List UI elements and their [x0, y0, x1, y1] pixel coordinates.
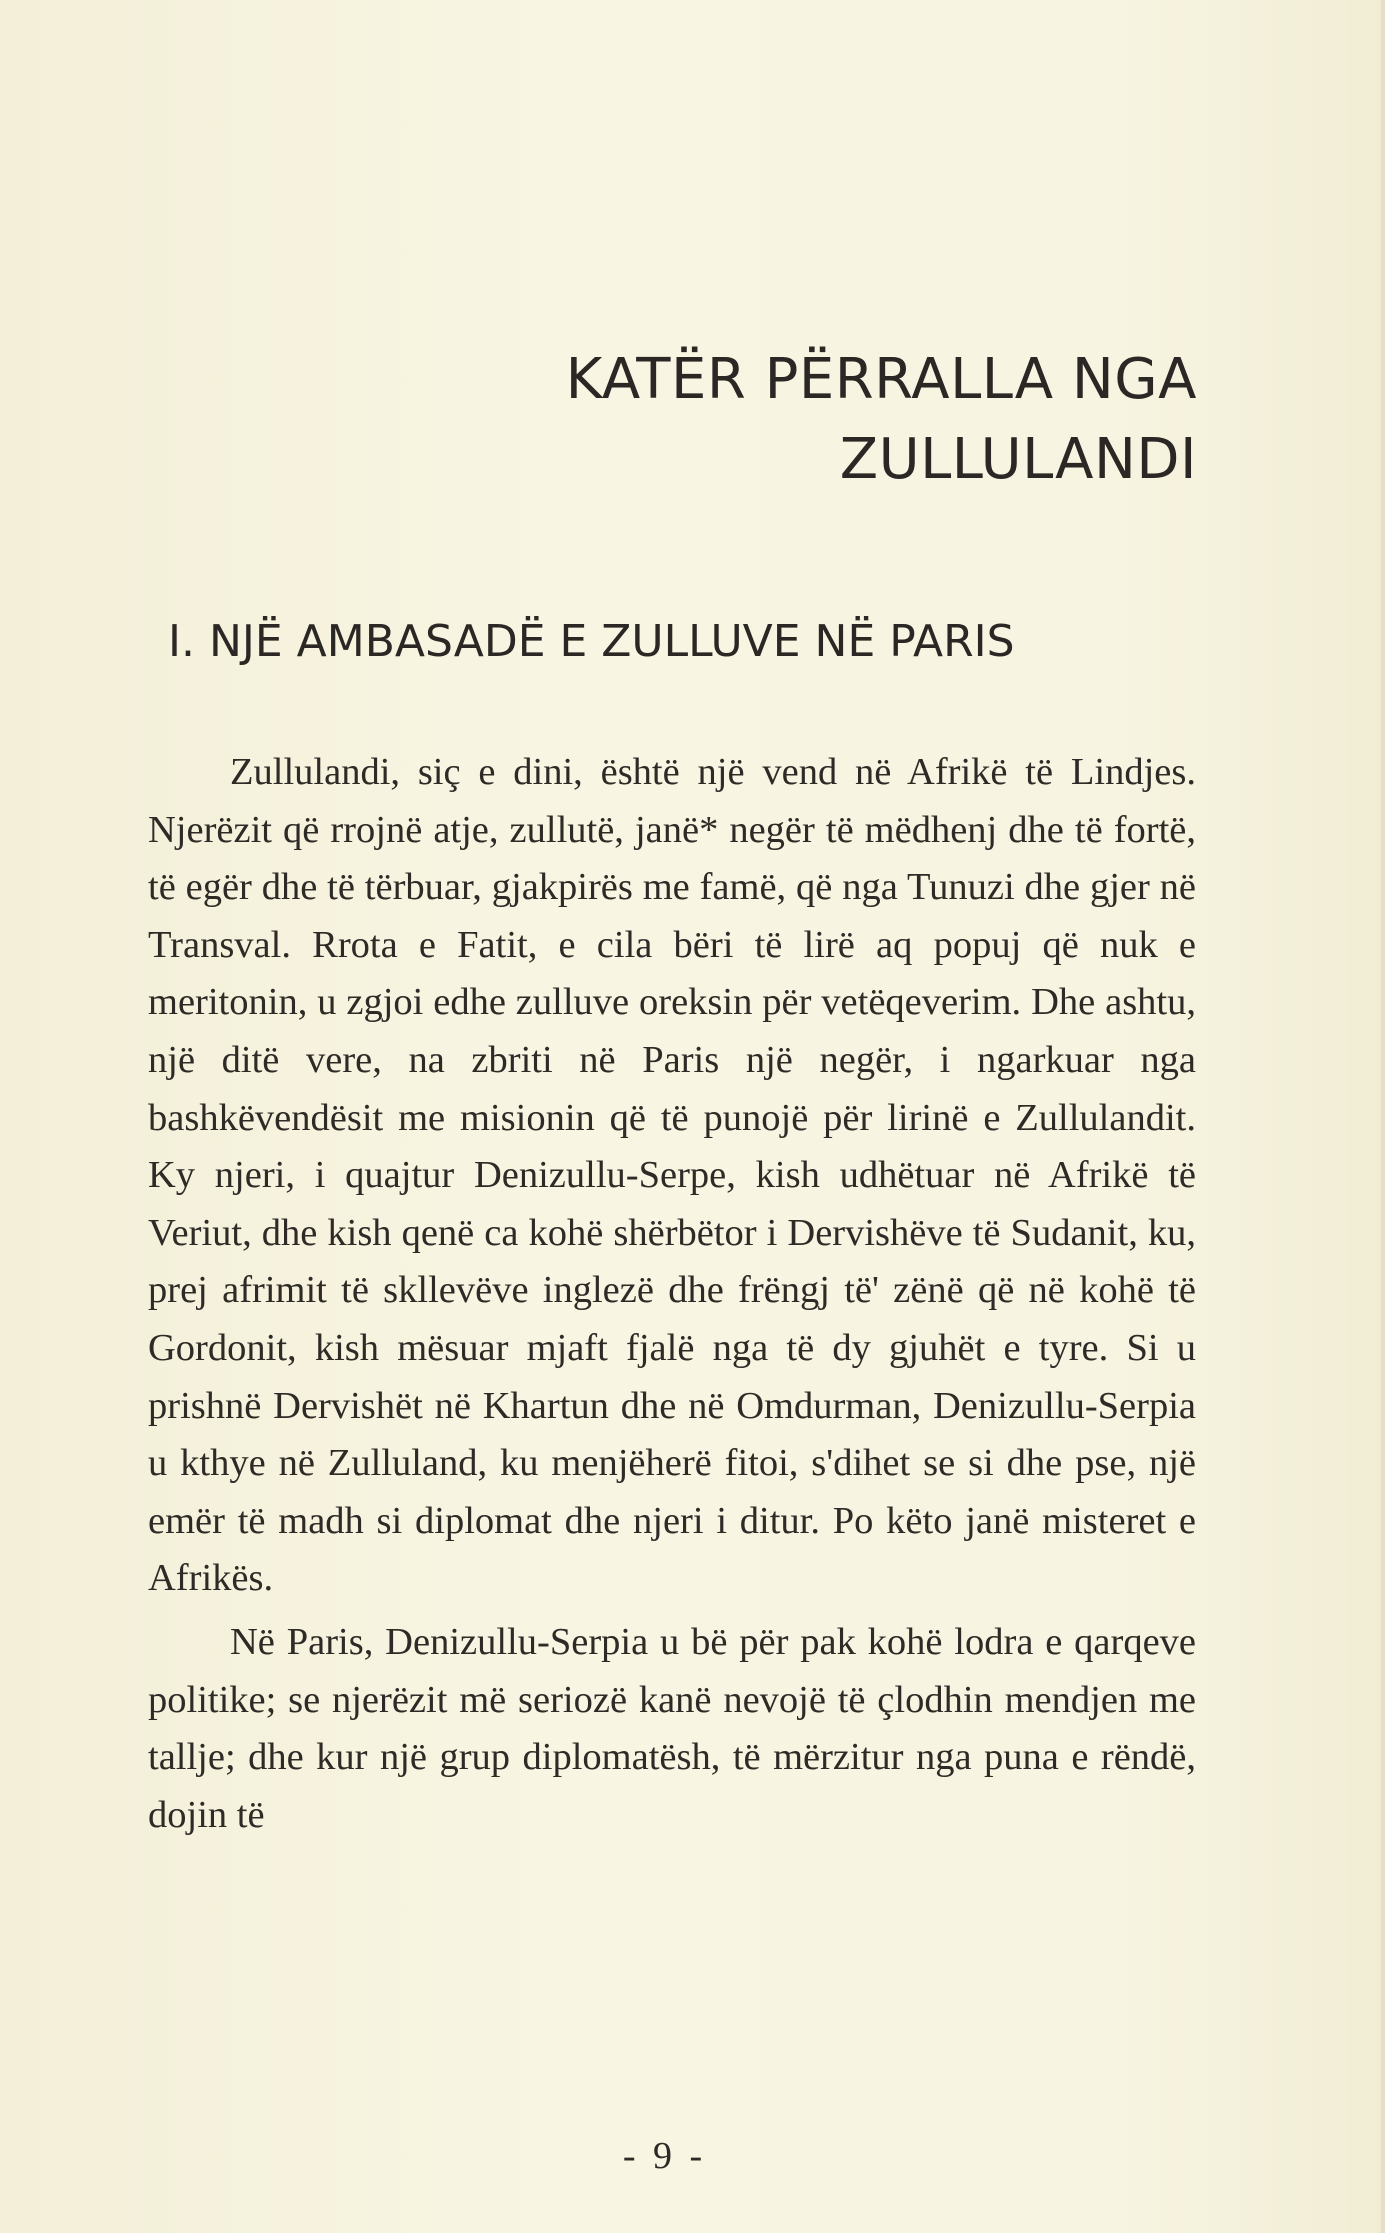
- chapter-title: [297, 340, 1197, 500]
- chapter-title-line-2: ZULLULANDI: [839, 427, 1197, 492]
- body-text: [148, 744, 1196, 1844]
- section-title: I. NJË AMBASADË E ZULLUVE NË PARIS: [168, 616, 1015, 667]
- paragraph: Në Paris, Denizullu-Serpia u bë për pak kohë lodra e qarqeve politike; se njerëzit më seriozë kanë nevojë të çlodhin mendjen me tallje; dhe kur një grup diplomatësh, të mërzitur nga puna e rëndë, dojin të: [148, 1620, 1196, 1836]
- page-number: - 9 -: [622, 2135, 707, 2177]
- chapter-title-line-1: KATËR PËRRALLA NGA: [565, 347, 1197, 412]
- page-edge: [1381, 0, 1385, 2233]
- paragraph: Zullulandi, siç e dini, është një vend në Afrikë të Lindjes. Njerëzit që rrojnë atje, zullutë, janë* negër të mëdhenj dhe të fortë, të egër dhe të tërbuar, gjakpirës me famë, që nga Tunuzi dhe gjer në Transval. Rrota e Fatit, e cila bëri të lirë aq popuj që nuk e meritonin, u zgjoi edhe zulluve oreksin për vetëqeverim. Dhe ashtu, një ditë vere, na zbriti në Paris një negër, i ngarkuar nga bashkëvendësit me misionin që të punojë për lirinë e Zullulandit. Ky njeri, i quajtur Denizullu-Serpe, kish udhëtuar në Afrikë të Veriut, dhe kish qenë ca kohë shërbëtor i Dervishëve të Sudanit, ku, prej afrimit të skllevëve inglezë dhe frëngj të' zënë që në kohë të Gordonit, kish mësuar mjaft fjalë nga të dy gjuhët e tyre. Si u prishnë Dervishët në Khartun dhe në Omdurman, Denizullu-Serpia u kthye në Zulluland, ku menjëherë fitoi, s'dihet se si dhe pse, një emër të madh si diplomat dhe njeri i ditur. Po këto janë misteret e Afrikës.: [148, 751, 1196, 1600]
